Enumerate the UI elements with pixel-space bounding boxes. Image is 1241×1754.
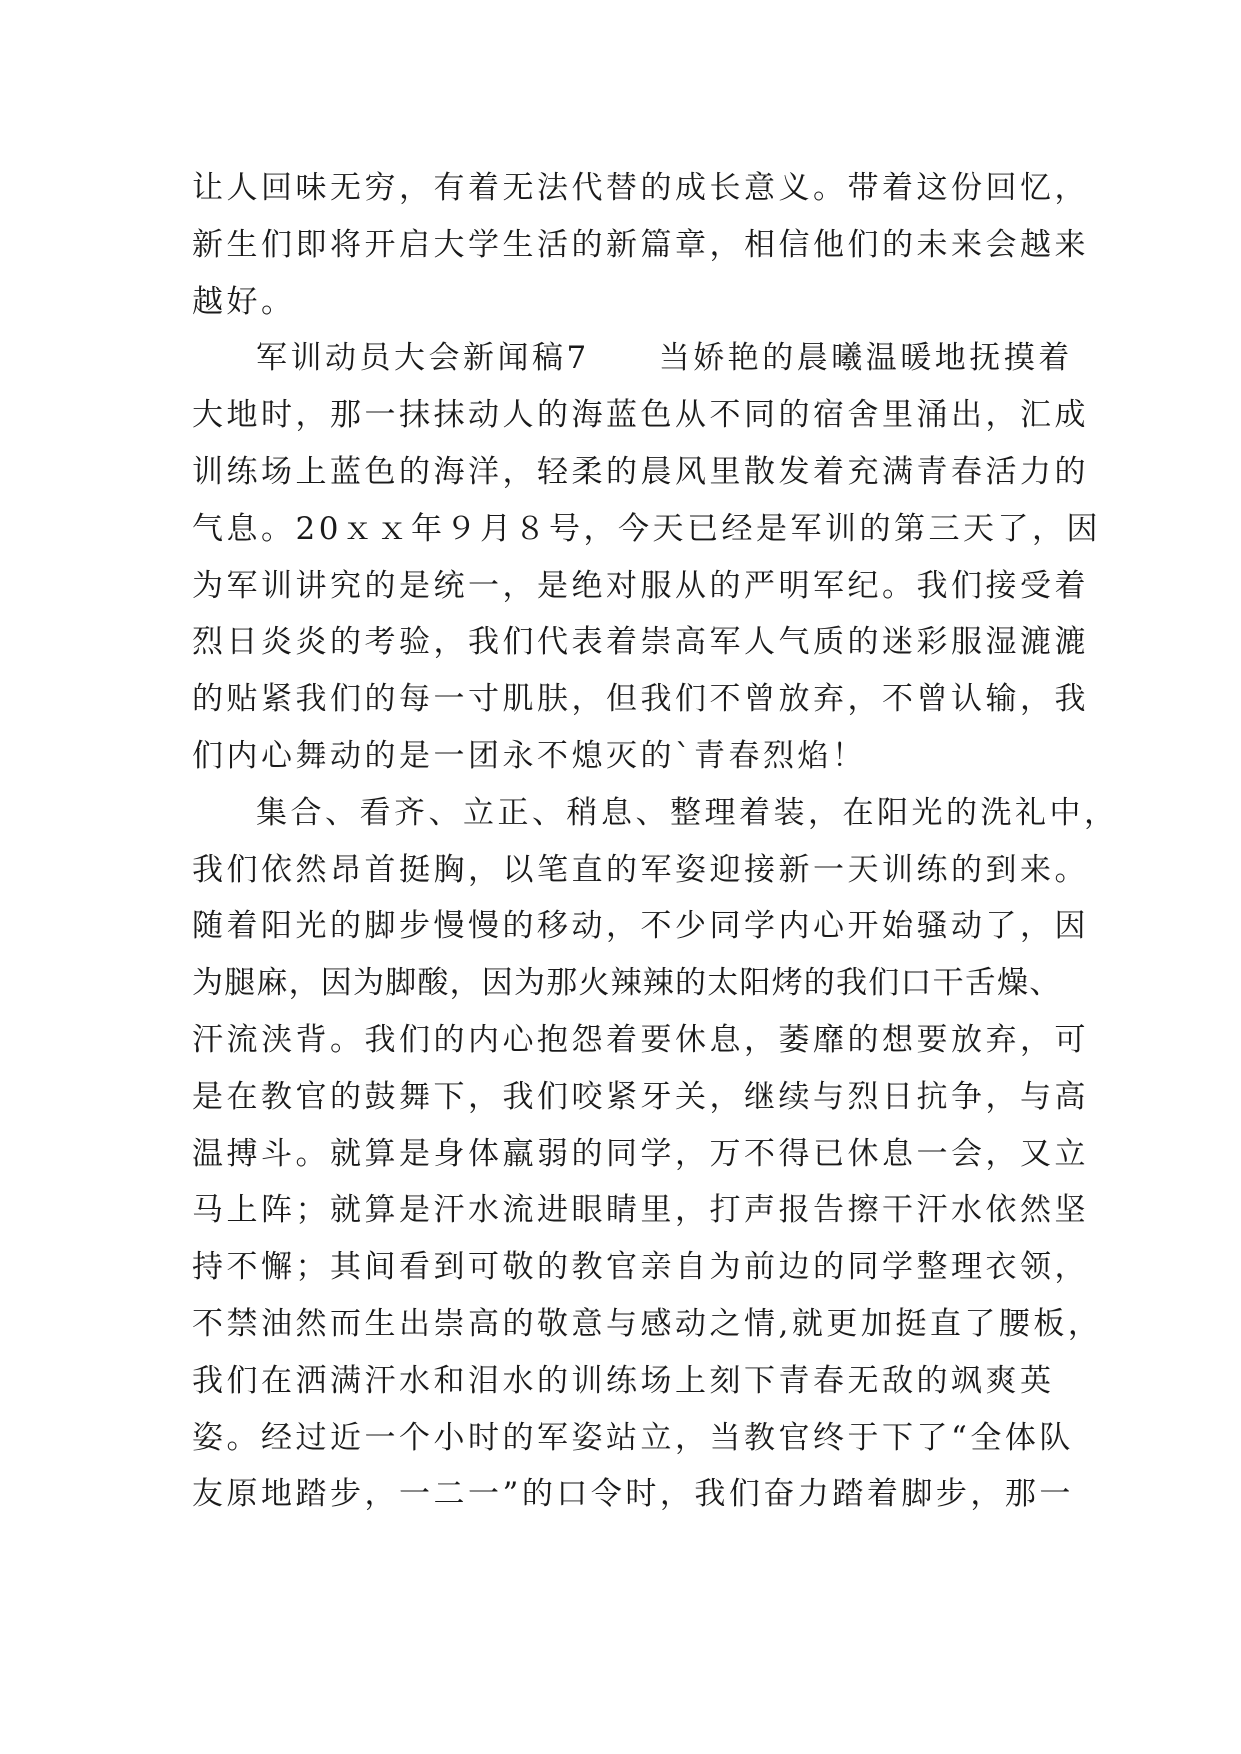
text-line: 友原地踏步，一二一”的口令时，我们奋力踏着脚步，那一 — [192, 1476, 1074, 1513]
text-line: 气息。20ｘｘ年９月８号，今天已经是军训的第三天了，因 — [192, 510, 1101, 547]
text-line: 越好。 — [192, 283, 296, 320]
body-text — [192, 160, 1119, 1523]
text-line: 的贴紧我们的每一寸肌肤，但我们不曾放弃，不曾认输，我 — [192, 681, 1089, 718]
text-line: 训练场上蓝色的海洋，轻柔的晨风里散发着充满青春活力的 — [192, 453, 1089, 490]
text-line: 为腿麻，因为脚酸，因为那火辣辣的太阳烤的我们口干舌燥、 — [192, 965, 1062, 1002]
text-line: 是在教官的鼓舞下，我们咬紧牙关，继续与烈日抗争，与高 — [192, 1078, 1089, 1115]
text-line: 我们在洒满汗水和泪水的训练场上刻下青春无敌的飒爽英 — [192, 1362, 1055, 1399]
text-line: 新生们即将开启大学生活的新篇章，相信他们的未来会越来 — [192, 226, 1089, 263]
text-line: 让人回味无穷，有着无法代替的成长意义。带着这份回忆， — [192, 170, 1089, 206]
text-line: 为军训讲究的是统一，是绝对服从的严明军纪。我们接受着 — [192, 567, 1089, 604]
text-line: 烈日炎炎的考验，我们代表着崇高军人气质的迷彩服湿漉漉 — [192, 624, 1089, 661]
paragraph-start-line: 集合、看齐、立正、稍息、整理着装，在阳光的洗礼中， — [256, 794, 1119, 831]
text-line: 随着阳光的脚步慢慢的移动，不少同学内心开始骚动了，因 — [192, 908, 1089, 945]
text-line: 温搏斗。就算是身体羸弱的同学，万不得已休息一会，又立 — [192, 1135, 1089, 1172]
section-heading-line: 军训动员大会新闻稿7 当娇艳的晨曦温暖地抚摸着 — [256, 340, 1073, 377]
text-line: 姿。经过近一个小时的军姿站立，当教官终于下了“全体队 — [192, 1419, 1074, 1456]
text-line: 汗流浃背。我们的内心抱怨着要休息，萎靡的想要放弃，可 — [192, 1021, 1089, 1058]
text-line: 我们依然昂首挺胸，以笔直的军姿迎接新一天训练的到来。 — [192, 851, 1089, 888]
text-line: 不禁油然而生出崇高的敬意与感动之情,就更加挺直了腰板， — [192, 1305, 1103, 1342]
text-line: 大地时，那一抹抹动人的海蓝色从不同的宿舍里涌出，汇成 — [192, 397, 1089, 434]
text-line: 们内心舞动的是一团永不熄灭的`青春烈焰！ — [192, 737, 867, 774]
text-line: 持不懈；其间看到可敬的教官亲自为前边的同学整理衣领， — [192, 1249, 1089, 1286]
text-line: 马上阵；就算是汗水流进眼睛里，打声报告擦干汗水依然坚 — [192, 1192, 1089, 1229]
